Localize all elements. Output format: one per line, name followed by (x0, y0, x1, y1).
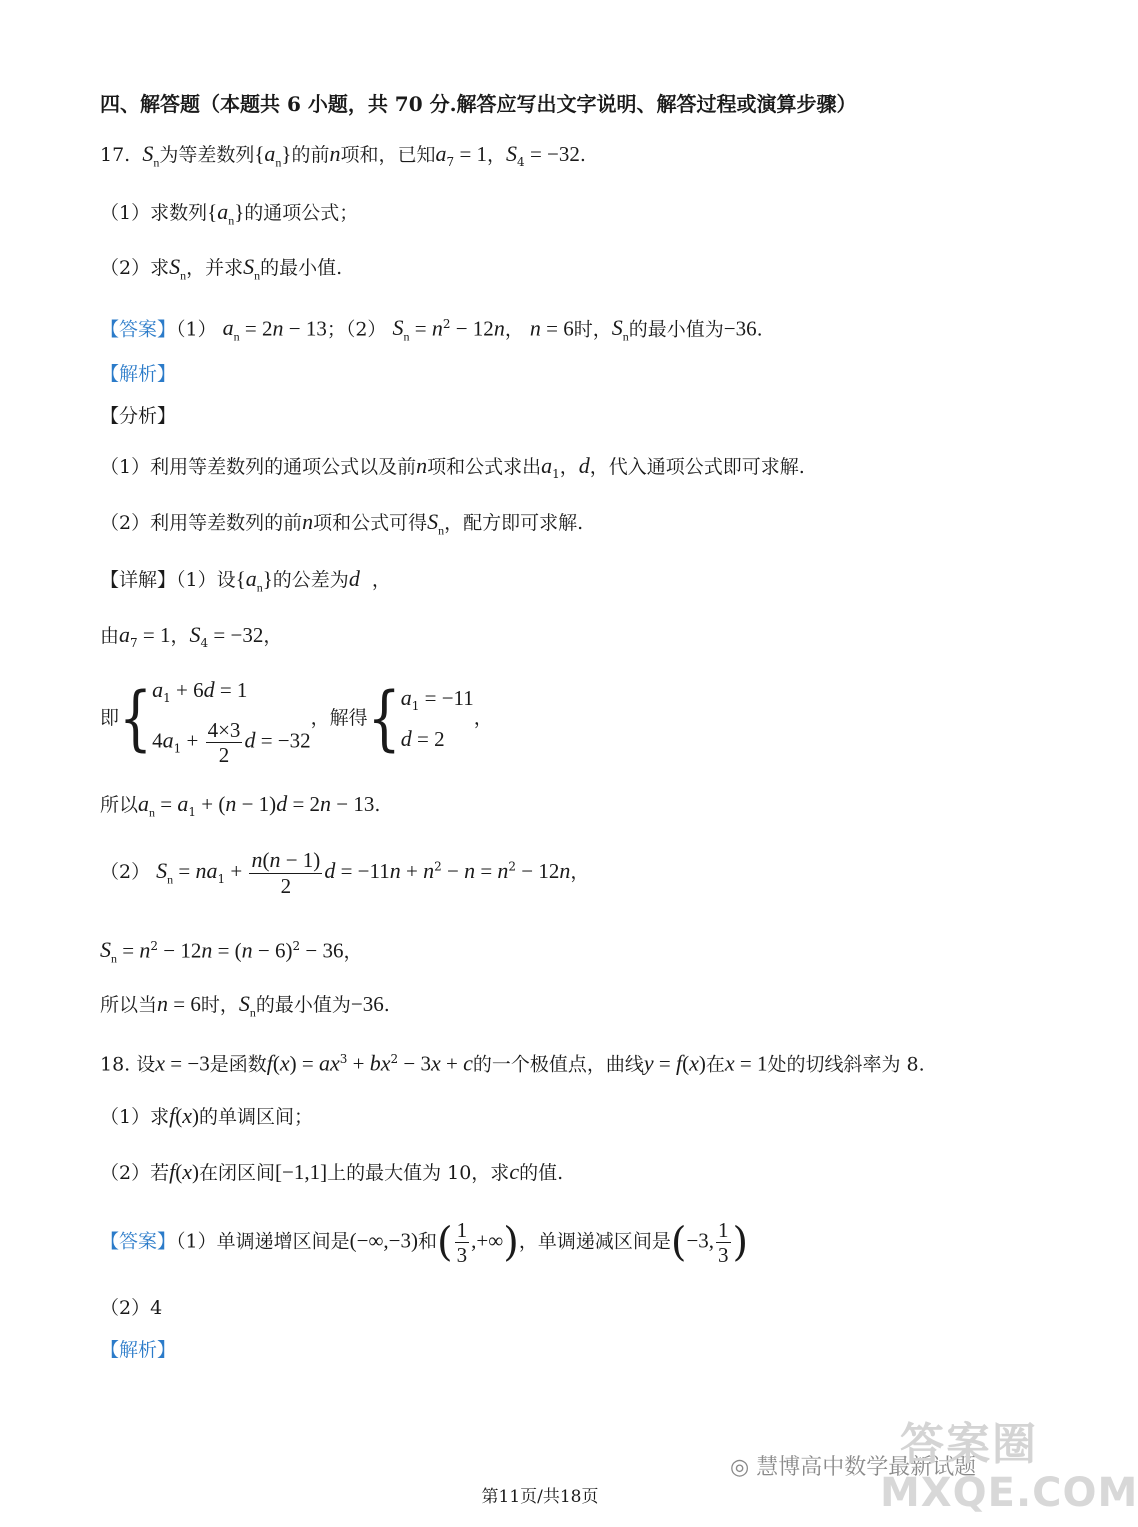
q17-detail-5: （2） $S_n = na_1$ + $\frac{n(n - 1)}{2}$ $d = -11n + n^2 - n = n^2 - 12n$， (100, 847, 590, 898)
q18-part1: （1）求f(x)的单调区间； (100, 1103, 313, 1128)
analysis-label: 【分析】 (100, 405, 177, 427)
q18-answer-1: 【答案】（1）单调递增区间是(−∞,−3)和( $\frac{1}{3}$ ,+∞)，单调递减区间是(−3, $\frac{1}{3}$ ) (100, 1218, 749, 1267)
stamp-watermark: 答案圈 (900, 1419, 1038, 1470)
q17-detail-1: 【详解】（1）设$\{a_n\}$的公差为d ， (100, 566, 391, 595)
q17-answer: 【答案】（1） $a_n = 2n - 13$；（2） $S_n = n^2 - 12n$， n = 6时，$S_n$的最小值为−36. (100, 315, 763, 344)
q17-detail-7: 所以当n = 6时，$S_n$的最小值为−36. (100, 991, 390, 1020)
q17-detail-2: 由$a_7 = 1$，$S_4 = -32$， (100, 622, 283, 650)
site-watermark: MXQE.COM (880, 1470, 1138, 1516)
answer-label: 【答案】 (100, 318, 177, 341)
q17-equation-system: 即{ $a_1 + 6d = 1$ $4a_1$ + $\frac{4\times 3}{2}$ d = −32 ，解得{ $a_1 = -11$ d = 2 ， (100, 677, 493, 767)
q17-detail-6: $S_n = n^2 - 12n = (n - 6)^2 - 36$， (100, 937, 363, 966)
q17-detail-4: 所以$a_n = a_1 + (n - 1)d = 2n - 13$. (100, 791, 381, 820)
q17-part2: （2）求$S_n$，并求$S_n$的最小值. (100, 254, 343, 283)
detail-label: 【详解】 (100, 569, 177, 591)
q17-stem: 17. $S_n$为等差数列$\{a_n\}$的前n项和，已知$a_7 = 1$，$S_4 = -32$. (100, 141, 586, 170)
q18-stem: 18. 设x = −3是函数$f(x) = ax^3 + bx^2 - 3x + c$的一个极值点，曲线y = f(x)在x = 1处的切线斜率为 8. (100, 1050, 925, 1076)
section-title: 四、解答题（本题共 6 小题，共 70 分.解答应写出文字说明、解答过程或演算步骤） (100, 92, 857, 116)
q17-analysis-1: （1）利用等差数列的通项公式以及前n项和公式求出$a_1$，d，代入通项公式即可求解. (100, 453, 805, 481)
wechat-icon: ◎ (730, 1455, 750, 1480)
q18-answer-2: （2）4 (100, 1297, 163, 1319)
q18-part2: （2）若f(x)在闭区间[−1,1]上的最大值为 10，求c的值. (100, 1159, 564, 1184)
q17-part1: （1）求数列$\{a_n\}$的通项公式； (100, 199, 359, 228)
wechat-watermark: ◎ 慧博高中数学最新试题 (730, 1455, 977, 1480)
jiexi-label-2: 【解析】 (100, 1339, 177, 1361)
jiexi-label-1: 【解析】 (100, 363, 177, 385)
page-footer: 第11页/共18页 (481, 1487, 599, 1507)
q17-analysis-2: （2）利用等差数列的前n项和公式可得$S_n$，配方即可求解. (100, 509, 584, 538)
answer-label: 【答案】 (100, 1230, 177, 1253)
